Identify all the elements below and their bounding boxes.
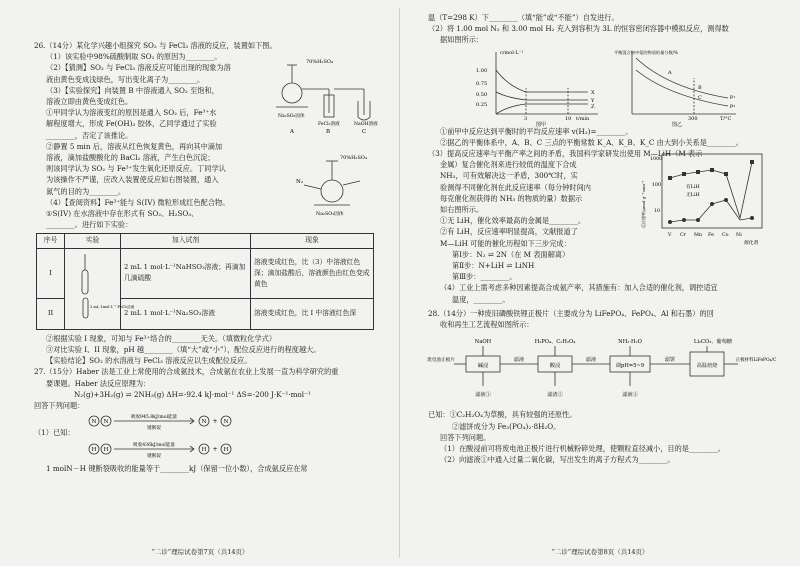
atom-h: H	[103, 447, 109, 454]
bond2-top: 吸收436kJ/mol能量	[133, 443, 175, 449]
given-line: 已知：①C₂H₂O₄为草酸，具有较强的还原性。	[428, 410, 577, 420]
tube-cell	[65, 248, 134, 329]
mech-step: 第Ⅰ步：N₂ ⇌ 2N（在 M 表面解离）	[452, 249, 570, 259]
mid-line: 每克催化剂获得的 NH₃ 的物质的量）数据示	[440, 193, 583, 203]
naoh-label: NaOH溶液	[354, 122, 378, 128]
acid-label: 70%H₂SO₄	[306, 59, 334, 66]
fig3-legend: 有LiH	[686, 185, 700, 191]
flow-mid: 滤液	[513, 357, 525, 364]
atom-n: N	[223, 419, 229, 426]
flow-reagent: Li₂CO₃、葡萄糖	[693, 339, 733, 346]
footer-left: “二诊”理综试卷第7页（共14页）	[151, 547, 249, 556]
table-row	[37, 248, 374, 298]
fig1-xtick: 3	[524, 115, 528, 122]
figures-row	[468, 48, 780, 126]
fig3-xlabel: 催化剂	[744, 241, 759, 247]
q26-line: （1）该实验中98%硫酸制取 SO₂ 的原因为________。	[46, 52, 222, 62]
salt-label: Na₂SO₃固体	[278, 114, 305, 120]
fig1-ylabel: c/mol·L⁻¹	[500, 49, 524, 56]
q26-line: 解程度增大，形成 Fe(OH)₃ 胶体，乙同学通过了实验	[46, 119, 217, 129]
salt2-label: Na₂SO₃固体	[316, 212, 344, 218]
table-header: 实验	[65, 234, 121, 248]
q26-line: 则该同学认为 SO₂ 与 Fe³⁺发生氧化还原反应。丁同学认	[46, 164, 226, 174]
q26-line: （4）【查阅资料】Fe³⁺能与 S(IV) 微粒形成红色配合物。	[46, 197, 230, 207]
phenomenon-cell: 溶液变成红色，比（3）中溶液红色深；滴加盐酸后，溶液颜色由红色变成黄色	[251, 248, 374, 298]
given-line: （1）在酸浸前可将废电池正极片进行机械粉碎处理，使颗粒直径减小，目的是________。	[440, 444, 725, 454]
q26-line: 溶液立即由黄色变成红色。	[46, 97, 133, 107]
process-flowchart	[428, 334, 778, 404]
bond-diagram	[84, 411, 254, 463]
atom-n: N	[91, 419, 97, 426]
mech-line: ①无 LiH，催化效率最高的金属是________。	[440, 216, 586, 226]
q26-line: ________，否定了该推论。	[46, 130, 133, 140]
mech-line: ②有 LiH，反应速率明显提高，文献报道了	[440, 227, 578, 237]
n2-label: N₂	[296, 179, 304, 186]
haber-equation: N₂(g)+3H₂(g) ⇌ 2NH₃(g) ΔH=-92.4 kJ·mol⁻¹ ΔS=-200 J·K⁻¹·mol⁻¹	[74, 389, 311, 399]
acid2-label: 70%H₂SO₄	[340, 155, 368, 162]
fig3-xcat: Ni	[736, 233, 742, 239]
fig1-caption: 图甲	[536, 121, 547, 128]
fig3-xcat: Mn	[694, 233, 703, 239]
fig2-curve: p₁	[730, 93, 736, 100]
fig3-xcat: V	[668, 233, 672, 239]
mid-line: 如右图所示。	[440, 205, 484, 215]
fig1-ytick: 1.00	[476, 67, 488, 74]
q28-intro: 28.（14分）一种废旧磷酸铁锂正极片（主要成分为 LiFePO₄、FePO₄、Al 和石墨）的回	[428, 308, 714, 318]
given-line: （2）向滤液①中通入过量二氧化碳，写出发生的离子方程式为________。	[440, 455, 675, 465]
row-id: I	[37, 248, 65, 298]
fig1-series: X	[591, 89, 595, 96]
answer-prompt: 回答下列问题：	[34, 401, 85, 411]
flow-end: 正极材料LiFePO₄/C	[735, 358, 777, 364]
top-line: 据如图所示：	[440, 35, 484, 45]
fig1-ytick: 0.25	[476, 101, 488, 108]
q26-line: 溶液，滴加盐酸酸化的 BaCl₂ 溶液，产生白色沉淀；	[46, 153, 215, 163]
q26-block	[34, 51, 392, 230]
flow-reagent: NH₃·H₂O	[618, 339, 642, 346]
q28-intro: 收和再生工艺流程如图所示：	[440, 320, 534, 330]
fig2-point: C	[698, 94, 702, 101]
fig2-point: B	[698, 84, 702, 91]
figure-ammonia-fraction	[608, 48, 748, 126]
q26-line: （3）【实验探究】向装置 B 中溶液通入 SO₂ 至饱和，	[46, 85, 219, 95]
bond-energy-diagrams	[34, 411, 392, 463]
test-tube-icon	[73, 250, 134, 324]
mech-line: 温度，________。	[452, 294, 510, 304]
tube-label: 2 mL 1mol·L⁻¹ FeCl₃溶液	[89, 304, 134, 309]
experiment-table	[36, 233, 374, 329]
reagent-cell: 2 mL 1 mol·L⁻¹Na₂SO₃溶液	[121, 299, 251, 330]
q26-after: ③对比实验 I、II 现象，pH 越________（填“大”或“小”），配位反应进行的程度越大。	[46, 345, 321, 355]
fig1-series: Z	[591, 103, 595, 110]
fig1-ytick: 0.50	[476, 91, 488, 98]
q26-text	[34, 51, 274, 230]
q26-line: ①甲同学认为溶液变红的原因是通入 SO₂ 后，Fe³⁺水	[46, 108, 217, 118]
fig3-xcat: Cr	[680, 233, 686, 239]
fig3-ytick: 10	[654, 209, 661, 215]
flow-waste: 滤液③	[622, 392, 638, 399]
mid-line: NH₃，可有效解决这一矛盾，300℃时，实	[440, 171, 578, 181]
flow-step: 碱浸	[477, 363, 489, 370]
apparatus-diagram	[274, 51, 392, 227]
fig3-ylabel: 反应速率/μmol·g⁻¹·min⁻¹	[641, 180, 646, 229]
q27-1-label: （1）已知：	[34, 428, 75, 438]
fig3-xcat: Co	[722, 233, 729, 239]
bond1-bottom: 键断裂	[147, 426, 161, 432]
atom-n: N	[201, 419, 207, 426]
atom-h: H	[201, 447, 207, 454]
fig1-ytick: 0.75	[476, 80, 488, 87]
table-header: 序号	[37, 234, 65, 248]
q26-after: ②根据实验 I 现象，可知与 Fe³⁺络合的________无关。（填微粒化学式）	[46, 333, 277, 343]
q26-line: 液由黄色变成浅绿色，写出变化离子为________。	[46, 74, 205, 84]
label-b: B	[326, 129, 331, 136]
q26-line: （2）【猜测】SO₂ 与 FeCl₃ 溶液反应可能出现的现象为溶	[46, 63, 231, 73]
fig3-xcat: Fe	[708, 233, 714, 239]
figure-concentration-time	[468, 48, 608, 126]
q27-intro: 27.（15分）Haber 法是工业上常使用的合成氨技术，合成氨在农业上发展一直为科学研究的重	[34, 367, 339, 377]
mid-line: （3）提高反应速率与平衡产率之间的矛盾，我国科学家研发出使用 M—LiH（M 表示	[428, 149, 703, 159]
q26-intro: 26.（14分）某化学兴趣小组探究 SO₂ 与 FeCl₃ 溶液的反应，装置如下图。	[34, 41, 277, 50]
fig3-ytick: 100	[652, 183, 662, 189]
fig2-xtick: 300	[688, 115, 698, 122]
q27-intro: 要课题。Haber 法反应原理为：	[46, 378, 151, 388]
fig1-xlabel: t/min	[576, 115, 590, 122]
fig3-legend: 无LiH	[686, 193, 700, 199]
q26-line: 为该操作不严谨，应改入装置使反应如右图装置，通入	[46, 175, 219, 185]
flow-reagent: NaOH	[474, 339, 492, 346]
figure-catalyst-rate	[640, 148, 770, 248]
bond2-bottom: 键断裂	[147, 454, 161, 460]
q26-line: ①S(IV) 在水溶液中存在形式有 SO₂、H₂SO₃、	[46, 209, 199, 219]
footer-right: “二诊”理综试卷第8页（共14页）	[551, 547, 649, 556]
right-page	[400, 0, 800, 566]
flow-start: 废电池正极片	[427, 358, 455, 364]
label-a: A	[290, 129, 294, 136]
fig2-curve: p₂	[730, 102, 736, 109]
given-line: 回答下列问题。	[440, 432, 491, 442]
catalyst-block	[428, 148, 780, 249]
label-c: C	[362, 129, 367, 136]
atom-h: H	[223, 447, 229, 454]
q26-after: 【实验结论】SO₂ 的水溶液与 FeCl₃ 溶液反应以生成配位反应。	[46, 356, 252, 366]
flow-mid: 滤液	[585, 357, 597, 364]
flow-waste: 滤渣②	[547, 392, 563, 399]
apparatus-figures	[274, 51, 392, 230]
bond1-top: 吸收945.8kJ/mol能量	[130, 415, 178, 421]
mid-line: 金属）复合催化剂来进行较低的温度下合成	[440, 160, 577, 170]
flow-step: 调pH=5~9	[615, 363, 645, 370]
mech-step: 第Ⅲ步：________。	[452, 272, 517, 282]
row-id: II	[37, 299, 65, 330]
q26-line: ________。进行如下实验：	[46, 220, 133, 230]
flow-step: 高温焙烧	[696, 363, 718, 370]
mech-line: M—LiH 可能的催化历程如下三步完成：	[440, 238, 571, 248]
mid-line: ②据乙的平衡体系中，A、B、C 三点的平衡常数 K_A、K_B、K_C 由大到小关系是________。	[440, 137, 743, 147]
top-line: 温（T=298 K）下________（填“能”或“不能”）自发进行。	[428, 13, 619, 22]
flow-mid: 滤饼	[664, 357, 676, 364]
mech-step: 第Ⅱ步：N+LiH ⇌ LiNH	[452, 261, 535, 271]
fig1-series: Y	[591, 97, 595, 104]
given-line: ②滤饼成分为 Fe₃(PO₄)₂·8H₂O。	[452, 421, 561, 431]
reagent-cell: 2 mL 1 mol·L⁻¹NaHSO₃溶液；再滴加几滴硫酸	[121, 248, 251, 298]
flow-waste: 滤液①	[475, 392, 491, 399]
q26-line: ②静置 5 min 后，溶液从红色恢复黄色，再向其中滴加	[46, 141, 223, 151]
q27-1b: 1 molN－H 键断裂吸收的能量等于________kJ（保留一位小数），合成氨反应在常	[46, 464, 308, 474]
fig3-ytick: 1000	[650, 157, 663, 163]
top-line: （2）将 1.00 mol N₂ 和 3.00 mol H₂ 充入到容积为 3L 的恒容密闭容器中模拟反应，测得数	[428, 24, 729, 34]
mid-line: 验测得不同催化剂在此反应速率（每分钟时间内	[440, 182, 591, 192]
fecl3-label: FeCl₃溶液	[318, 122, 340, 128]
svg-text:+: +	[212, 418, 218, 426]
flow-reagent: H₃PO₄、C₂H₂O₄	[534, 339, 576, 346]
atom-n: N	[103, 419, 109, 426]
fig2-ylabel: 平衡混合物中氨的物质的量分数/%	[614, 49, 679, 55]
table-header: 加入试剂	[121, 234, 251, 248]
table-header: 现象	[251, 234, 374, 248]
atom-h: H	[91, 447, 97, 454]
fig2-point: A	[668, 69, 672, 76]
table-header-row	[37, 234, 374, 248]
fig1-xtick: 10	[565, 115, 572, 122]
fig2-xlabel: T/°C	[720, 115, 732, 122]
q26-line: 氮气的目的为________。	[46, 186, 126, 196]
mech-line: （4）工业上需考虑多种因素提高合成氨产率，其措施有：加入合适的催化剂，调控适宜	[440, 283, 718, 293]
fig2-caption: 图乙	[672, 121, 683, 128]
flow-step: 酸浸	[549, 363, 561, 370]
phenomenon-cell: 溶液变成红色，比 I 中溶液红色深	[251, 299, 374, 330]
mid-line: ①前甲中反应达到平衡时的平均反应速率 v(H₂)=________。	[440, 126, 633, 136]
svg-text:+: +	[212, 446, 218, 454]
